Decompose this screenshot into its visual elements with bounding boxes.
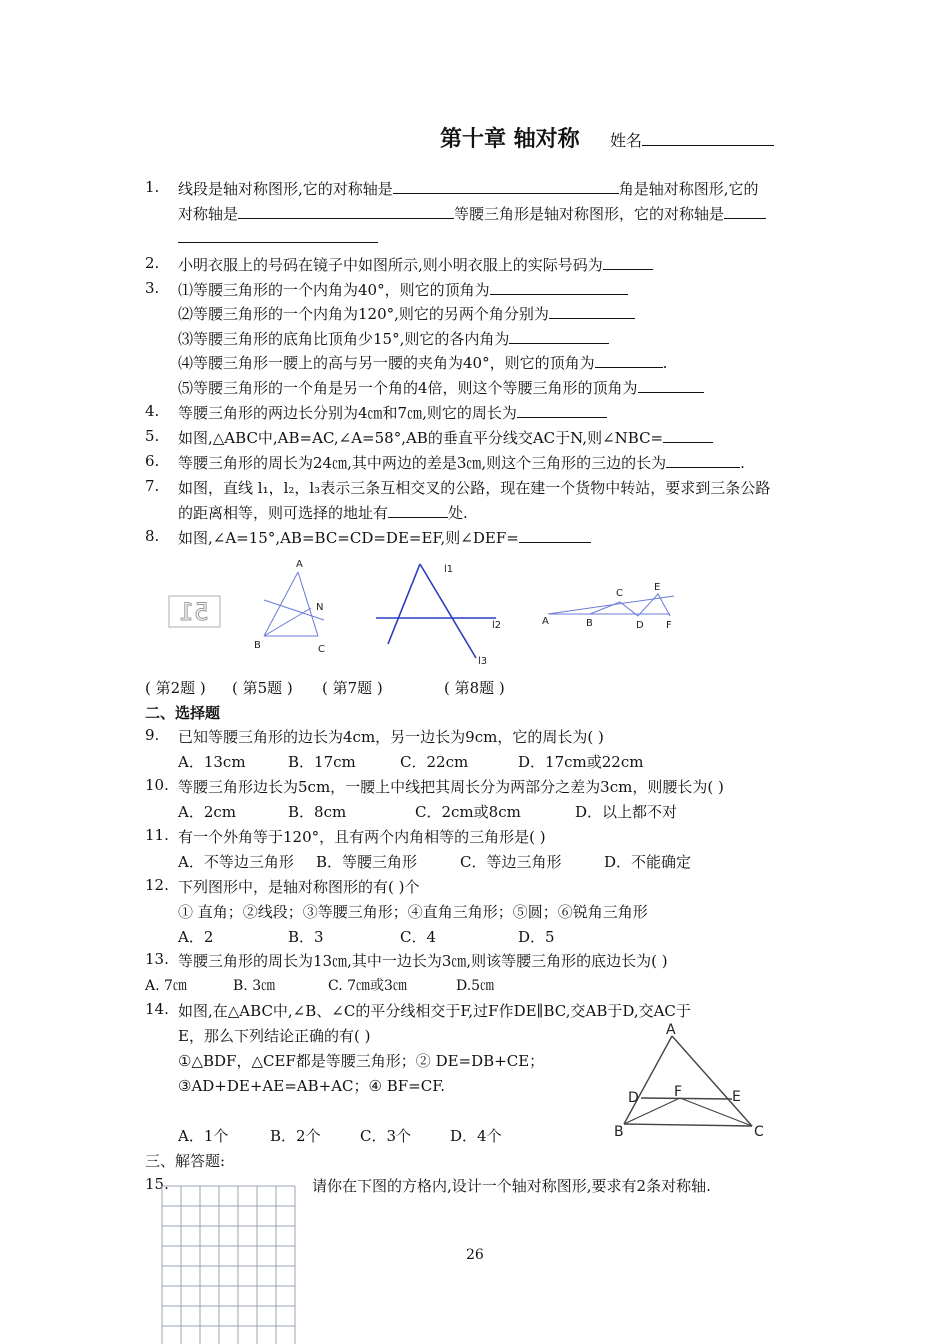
q5-line bbox=[178, 427, 713, 448]
name-label-text: 姓名 bbox=[610, 131, 643, 150]
q2-number: 2. bbox=[145, 254, 160, 272]
q8-label-f: F bbox=[666, 620, 672, 631]
q14-line2: E，那么下列结论正确的有( ) bbox=[178, 1027, 371, 1045]
q11-option-a[interactable]: A．不等边三角形 bbox=[178, 853, 294, 871]
q7-line1: 如图，直线 l₁，l₂，l₃表示三条互相交叉的公路，现在建一个货物中转站，要求到三条公路 bbox=[178, 479, 771, 497]
q12-option-b[interactable]: B．3 bbox=[288, 928, 324, 946]
q8-zigzag-path bbox=[590, 594, 670, 616]
q6-number: 6. bbox=[145, 452, 160, 470]
q6-blank[interactable] bbox=[666, 453, 740, 468]
q15-number: 15. bbox=[145, 1175, 169, 1193]
q3-sub4-text: ⑷等腰三角形一腰上的高与另一腰的夹角为40°，则它的顶角为 bbox=[178, 354, 595, 372]
figure-q14-triangle bbox=[612, 1022, 772, 1140]
q4-text: 等腰三角形的两边长分别为4㎝和7㎝,则它的周长为 bbox=[178, 404, 517, 422]
road-l3-right bbox=[420, 564, 476, 658]
caption-q8: ( 第8题 ) bbox=[444, 679, 505, 697]
q3-sub4-end: . bbox=[662, 354, 668, 372]
caption-q5: ( 第5题 ) bbox=[232, 679, 293, 697]
q15-drawing-grid[interactable] bbox=[160, 1184, 298, 1344]
q1-blank1[interactable] bbox=[393, 179, 619, 194]
section-3-heading: 三、解答题: bbox=[145, 1152, 226, 1170]
mirror-digits: 51 bbox=[179, 598, 209, 626]
q13-option-c[interactable]: C. 7㎝或3㎝ bbox=[328, 978, 407, 994]
q1-blank4[interactable] bbox=[178, 228, 378, 243]
q5-label-a: A bbox=[296, 559, 303, 570]
q14-option-a[interactable]: A．1个 bbox=[178, 1127, 229, 1145]
q3-number: 3. bbox=[145, 279, 160, 297]
figure-mirror-number bbox=[168, 595, 222, 629]
chapter-title: 第十章 轴对称 bbox=[440, 126, 580, 152]
q9-option-a[interactable]: A．13cm bbox=[178, 753, 246, 771]
q3-sub5-text: ⑸等腰三角形的一个角是另一个角的4倍，则这个等腰三角形的顶角为 bbox=[178, 379, 638, 397]
q7-blank[interactable] bbox=[388, 503, 448, 518]
q8-upper-line bbox=[548, 596, 674, 614]
q2-blank[interactable] bbox=[603, 255, 653, 270]
q5-label-b: B bbox=[254, 640, 261, 651]
q11-option-b[interactable]: B．等腰三角形 bbox=[316, 853, 418, 871]
caption-q7: ( 第7题 ) bbox=[322, 679, 383, 697]
q7-text-a: 的距离相等，则可选择的地址有 bbox=[178, 504, 389, 522]
q14-side-ab bbox=[624, 1036, 672, 1124]
caption-q2: ( 第2题 ) bbox=[145, 679, 206, 697]
q8-line bbox=[178, 527, 591, 548]
q14-line3: ①△BDF，△CEF都是等腰三角形；② DE=DB+CE； bbox=[178, 1052, 545, 1070]
road-l3-left bbox=[388, 564, 420, 644]
q8-number: 8. bbox=[145, 527, 160, 545]
q8-text: 如图,∠A=15°,AB=BC=CD=DE=EF,则∠DEF= bbox=[178, 529, 519, 547]
page-number: 26 bbox=[466, 1247, 484, 1263]
q8-label-d: D bbox=[636, 620, 644, 631]
q5-side-ac bbox=[298, 572, 318, 636]
q10-number: 10. bbox=[145, 776, 169, 794]
q14-label-b: B bbox=[614, 1124, 624, 1140]
q14-option-c[interactable]: C．3个 bbox=[360, 1127, 412, 1145]
q9-number: 9. bbox=[145, 726, 160, 744]
q14-option-d[interactable]: D．4个 bbox=[450, 1127, 502, 1145]
q2-text: 小明衣服上的号码在镜子中如图所示,则小明衣服上的实际号码为 bbox=[178, 256, 603, 274]
q3-blank4[interactable] bbox=[595, 353, 663, 368]
q10-text: 等腰三角形边长为5cm，一腰上中线把其周长分为两部分之差为3cm，则腰长为( ) bbox=[178, 778, 724, 796]
q5-label-c: C bbox=[318, 644, 325, 655]
q3-sub5 bbox=[178, 377, 704, 398]
q7-label-l3: l3 bbox=[478, 656, 488, 667]
q1-text-b: 角是轴对称图形,它的 bbox=[618, 180, 759, 198]
q14-option-b[interactable]: B．2个 bbox=[270, 1127, 321, 1145]
q15-text: 请你在下图的方格内,设计一个轴对称图形,要求有2条对称轴. bbox=[312, 1177, 711, 1195]
q14-label-c: C bbox=[754, 1124, 764, 1140]
q1-number: 1. bbox=[145, 178, 160, 196]
q6-text: 等腰三角形的周长为24㎝,其中两边的差是3㎝,则这个三角形的三边的长为 bbox=[178, 454, 667, 472]
q4-number: 4. bbox=[145, 402, 160, 420]
q13-option-a[interactable]: A. 7㎝ bbox=[145, 978, 187, 994]
q10-option-d[interactable]: D．以上都不对 bbox=[575, 803, 678, 821]
q3-blank1[interactable] bbox=[490, 280, 628, 295]
figure-q8-zigzag bbox=[538, 580, 684, 632]
figure-q5-triangle bbox=[250, 558, 340, 653]
q12-option-c[interactable]: C．4 bbox=[400, 928, 437, 946]
q8-label-b: B bbox=[586, 618, 593, 629]
q7-line2 bbox=[178, 502, 468, 523]
q7-text-b: 处. bbox=[448, 504, 468, 522]
q3-sub3-text: ⑶等腰三角形的底角比顶角少15°,则它的各内角为 bbox=[178, 330, 510, 348]
q1-text-a: 线段是轴对称图形,它的对称轴是 bbox=[178, 180, 393, 198]
q14-number: 14. bbox=[145, 1000, 169, 1018]
figure-q7-roads bbox=[372, 560, 520, 670]
q3-sub1 bbox=[178, 279, 628, 300]
q14-label-e: E bbox=[732, 1089, 741, 1105]
section-2-heading: 二、选择题 bbox=[145, 704, 221, 722]
q8-label-a: A bbox=[542, 616, 549, 627]
q8-label-c: C bbox=[616, 588, 623, 599]
q12-option-d[interactable]: D．5 bbox=[518, 928, 555, 946]
name-blank[interactable] bbox=[642, 131, 774, 146]
q11-number: 11. bbox=[145, 826, 169, 844]
q1-line2 bbox=[178, 203, 766, 224]
q12-number: 12. bbox=[145, 876, 169, 894]
name-label bbox=[610, 128, 774, 151]
q10-option-c[interactable]: C．2cm或8cm bbox=[415, 803, 521, 821]
q2-line bbox=[178, 254, 653, 275]
q13-option-b[interactable]: B. 3㎝ bbox=[233, 978, 276, 994]
q8-blank[interactable] bbox=[519, 528, 591, 543]
q14-side-bc bbox=[624, 1124, 752, 1126]
q14-label-f: F bbox=[674, 1084, 683, 1100]
q14-line1: 如图,在△ABC中,∠B、∠C的平分线相交于F,过F作DE∥BC,交AB于D,交AC于 bbox=[178, 1002, 691, 1020]
q3-sub2-text: ⑵等腰三角形的一个内角为120°,则它的另两个角分别为 bbox=[178, 305, 549, 323]
q7-label-l2: l2 bbox=[492, 620, 502, 631]
q3-blank2[interactable] bbox=[549, 304, 635, 319]
q1-blank3[interactable] bbox=[724, 204, 766, 219]
q3-sub1-text: ⑴等腰三角形的一个内角为40°，则它的顶角为 bbox=[178, 281, 490, 299]
q14-side-ac bbox=[672, 1036, 752, 1126]
q9-text: 已知等腰三角形的边长为4cm，另一边长为9cm，它的周长为( ) bbox=[178, 728, 604, 746]
q3-blank3[interactable] bbox=[509, 329, 609, 344]
q3-sub3 bbox=[178, 328, 609, 349]
q1-text-c: 对称轴是 bbox=[178, 205, 239, 223]
q11-text: 有一个外角等于120°，且有两个内角相等的三角形是( ) bbox=[178, 828, 546, 846]
q14-label-a: A bbox=[666, 1022, 676, 1038]
q7-label-l1: l1 bbox=[444, 564, 454, 575]
q14-line-de bbox=[641, 1098, 732, 1099]
q1-blank2[interactable] bbox=[238, 204, 454, 219]
q11-option-d[interactable]: D．不能确定 bbox=[604, 853, 692, 871]
q6-end: . bbox=[740, 454, 745, 472]
q10-option-b[interactable]: B．8cm bbox=[288, 803, 347, 821]
q13-number: 13. bbox=[145, 950, 169, 968]
q3-sub4 bbox=[178, 352, 667, 373]
q9-option-c[interactable]: C．22cm bbox=[400, 753, 469, 771]
q6-line bbox=[178, 452, 745, 473]
q7-number: 7. bbox=[145, 477, 160, 495]
q1-line3 bbox=[178, 228, 378, 247]
q5-label-n: N bbox=[316, 602, 324, 613]
q12-option-a[interactable]: A．2 bbox=[178, 928, 214, 946]
q4-line bbox=[178, 402, 607, 423]
q14-line4: ③AD+DE+AE=AB+AC；④ BF=CF. bbox=[178, 1077, 446, 1095]
q4-blank[interactable] bbox=[517, 403, 607, 418]
q13-text: 等腰三角形的周长为13㎝,其中一边长为3㎝,则该等腰三角形的底边长为( ) bbox=[178, 952, 668, 970]
q1-text-d: 等腰三角形是轴对称图形，它的对称轴是 bbox=[454, 205, 725, 223]
q1-line1 bbox=[178, 178, 759, 199]
q14-label-d: D bbox=[628, 1090, 639, 1106]
q14-bisector-cf bbox=[680, 1098, 752, 1126]
q9-option-b[interactable]: B．17cm bbox=[288, 753, 356, 771]
q5-number: 5. bbox=[145, 427, 160, 445]
q9-option-d[interactable]: D．17cm或22cm bbox=[518, 753, 644, 771]
q8-label-e: E bbox=[654, 582, 661, 593]
q5-perp-bisector bbox=[264, 600, 324, 620]
q12-text: 下列图形中，是轴对称图形的有( )个 bbox=[178, 878, 420, 896]
q12-items: ① 直角；②线段；③等腰三角形；④直角三角形；⑤圆；⑥锐角三角形 bbox=[178, 903, 648, 921]
q3-sub2 bbox=[178, 303, 635, 324]
q5-text: 如图,△ABC中,AB=AC,∠A=58°,AB的垂直平分线交AC于N,则∠NBC= bbox=[178, 429, 664, 447]
q3-blank5[interactable] bbox=[638, 378, 704, 393]
q5-blank[interactable] bbox=[663, 428, 713, 443]
q13-option-d[interactable]: D.5㎝ bbox=[456, 978, 495, 994]
grid-lines bbox=[162, 1186, 295, 1344]
q11-option-c[interactable]: C．等边三角形 bbox=[460, 853, 562, 871]
q10-option-a[interactable]: A．2cm bbox=[178, 803, 237, 821]
